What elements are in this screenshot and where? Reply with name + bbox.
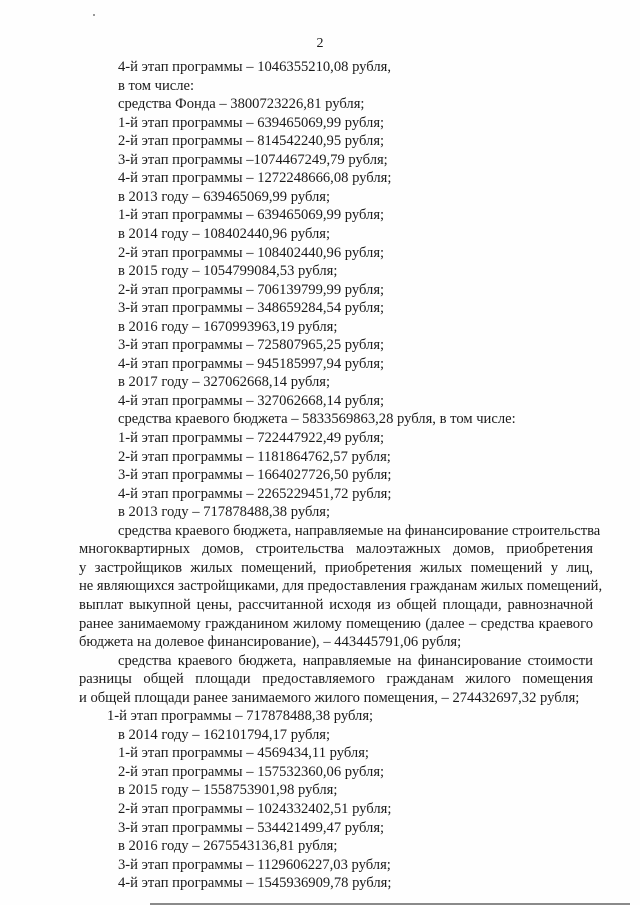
text-line: 2-й этап программы – 157532360,06 рубля;	[118, 764, 385, 780]
text-line: средства краевого бюджета – 5833569863,28 рубля, в том числе:	[118, 411, 516, 427]
text-line: в 2013 году – 717878488,38 рубля;	[118, 504, 331, 520]
text-line: 2-й этап программы – 1181864762,57 рубля;	[118, 449, 391, 465]
text-line: в 2017 году – 327062668,14 рубля;	[118, 374, 331, 390]
text-line: 3-й этап программы – 1664027726,50 рубля;	[118, 467, 392, 483]
text-line: 4-й этап программы – 2265229451,72 рубля;	[118, 486, 392, 502]
text-line: 3-й этап программы – 1129606227,03 рубля;	[118, 857, 391, 873]
text-line: 1-й этап программы – 717878488,38 рубля;	[107, 708, 374, 724]
text-line: 2-й этап программы – 706139799,99 рубля;	[118, 282, 385, 298]
text-line: 2-й этап программы – 108402440,96 рубля;	[118, 245, 385, 261]
text-line: в 2016 году – 2675543136,81 рубля;	[118, 838, 338, 854]
text-line: 3-й этап программы – 725807965,25 рубля;	[118, 337, 385, 353]
text-line: не являющихся застройщиками, для предоставления гражданам жилых помещений,	[79, 578, 603, 594]
text-line: 3-й этап программы –1074467249,79 рубля;	[118, 152, 388, 168]
text-line: 1-й этап программы – 639465069,99 рубля;	[118, 207, 385, 223]
text-line: 1-й этап программы – 639465069,99 рубля;	[118, 115, 385, 131]
page-number: 2	[316, 36, 324, 51]
text-line: в 2015 году – 1558753901,98 рубля;	[118, 782, 338, 798]
text-line: средства Фонда – 3800723226,81 рубля;	[118, 96, 365, 112]
text-line: в 2013 году – 639465069,99 рубля;	[118, 189, 331, 205]
text-line: средства краевого бюджета, направляемые на финансирование стоимости	[118, 653, 593, 669]
text-line: в 2015 году – 1054799084,53 рубля;	[118, 263, 338, 279]
text-line: выплат выкупной цены, рассчитанной исходя из общей площади, равнозначной	[79, 597, 593, 613]
text-line: 3-й этап программы – 534421499,47 рубля;	[118, 820, 385, 836]
text-line: в 2014 году – 108402440,96 рубля;	[118, 226, 331, 242]
text-line: 4-й этап программы – 1272248666,08 рубля;	[118, 170, 392, 186]
text-line: 1-й этап программы – 722447922,49 рубля;	[118, 430, 385, 446]
text-line: у застройщиков жилых помещений, приобретения жилых помещений у лиц,	[79, 560, 593, 576]
text-line: 4-й этап программы – 1545936909,78 рубля;	[118, 875, 392, 891]
text-line: 1-й этап программы – 4569434,11 рубля;	[118, 745, 369, 761]
text-line: 2-й этап программы – 1024332402,51 рубля;	[118, 801, 392, 817]
text-line: 3-й этап программы – 348659284,54 рубля;	[118, 300, 385, 316]
text-line: 4-й этап программы – 327062668,14 рубля;	[118, 393, 385, 409]
text-line: в том числе:	[118, 78, 195, 94]
text-line: в 2014 году – 162101794,17 рубля;	[118, 727, 331, 743]
text-line: 4-й этап программы – 1046355210,08 рубля,	[118, 59, 391, 75]
text-line: бюджета на долевое финансирование), – 443445791,06 рубля;	[79, 634, 462, 650]
text-line: и общей площади ранее занимаемого жилого помещения, – 274432697,32 рубля;	[79, 690, 580, 706]
text-line: в 2016 году – 1670993963,19 рубля;	[118, 319, 338, 335]
text-line: многоквартирных домов, строительства малоэтажных домов, приобретения	[79, 541, 593, 557]
text-line: разницы общей площади предоставляемого гражданам жилого помещения	[79, 671, 593, 687]
text-line: 4-й этап программы – 945185997,94 рубля;	[118, 356, 385, 372]
text-line: средства краевого бюджета, направляемые на финансирование строительства	[118, 523, 601, 539]
scan-speck	[93, 14, 95, 16]
text-line: 2-й этап программы – 814542240,95 рубля;	[118, 133, 385, 149]
text-line: ранее занимаемому гражданином жилому помещению (далее – средства краевого	[79, 616, 593, 632]
